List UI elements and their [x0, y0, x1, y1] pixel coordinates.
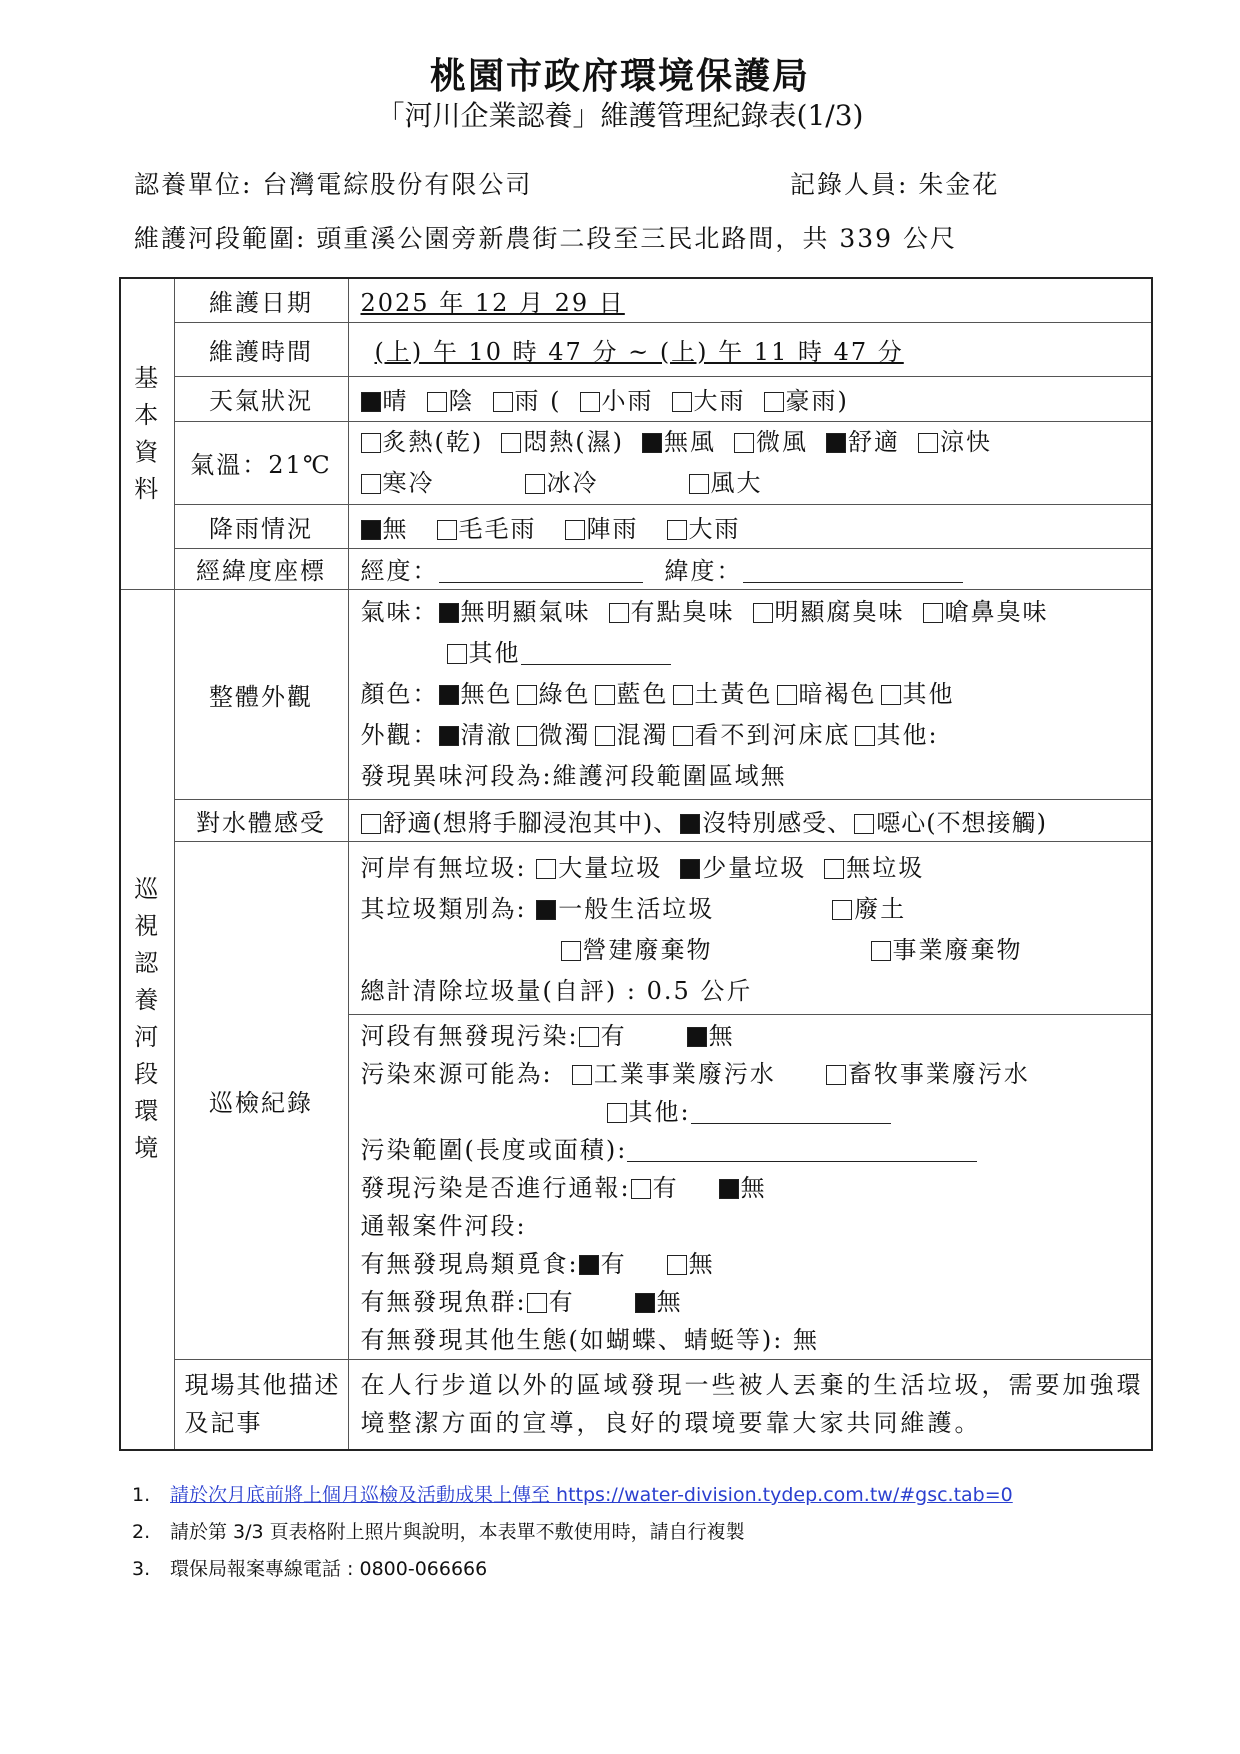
- unchecked-box-icon[interactable]: [824, 859, 844, 879]
- unchecked-box-icon[interactable]: [447, 644, 467, 664]
- checked-box-icon[interactable]: [439, 726, 459, 746]
- option-label: 看不到河床底: [694, 720, 851, 749]
- range-label: 維護河段範圍:: [134, 224, 307, 253]
- trash-type-general: [536, 895, 732, 923]
- option-label: 暗褐色: [798, 679, 877, 708]
- longitude-field[interactable]: [439, 558, 643, 583]
- form-title: 「河川企業認養」維護管理紀錄表(1/3): [376, 99, 864, 132]
- option-5[interactable]: [764, 387, 849, 415]
- unchecked-box-icon[interactable]: [855, 726, 875, 746]
- option-label: 涼快: [939, 427, 992, 456]
- option-3[interactable]: [673, 680, 773, 708]
- recorder: [790, 165, 999, 201]
- odor-other-field[interactable]: [521, 640, 671, 665]
- option-label: 舒適: [847, 427, 900, 456]
- option-1[interactable]: [680, 854, 806, 882]
- option-3[interactable]: [580, 387, 654, 415]
- color-label: 顏色：: [360, 679, 439, 708]
- record-table: [119, 277, 1153, 1451]
- option-4[interactable]: [777, 680, 877, 708]
- river-range: [134, 219, 957, 255]
- pollution-options: [579, 1022, 795, 1050]
- source-other: [607, 1098, 691, 1126]
- option-3[interactable]: [871, 936, 1023, 964]
- temp-options-row2: [361, 463, 1152, 504]
- option-label: 嗆鼻臭味: [944, 597, 1049, 626]
- unchecked-box-icon[interactable]: [764, 392, 784, 412]
- option-1[interactable]: [687, 1022, 735, 1050]
- option-0[interactable]: [527, 1288, 575, 1316]
- trash-total: 總計清除垃圾量(自評) : 0.5 公斤: [360, 976, 753, 1005]
- note-number: 3.: [132, 1558, 151, 1580]
- option-label: 有: [600, 1249, 627, 1278]
- report-label: 發現污染是否進行通報:: [360, 1173, 631, 1202]
- unchecked-box-icon[interactable]: [753, 603, 773, 623]
- option-2[interactable]: [854, 809, 1047, 837]
- source-options: [572, 1060, 1080, 1088]
- note-3: [132, 1554, 1013, 1591]
- temp-options-row1: [361, 422, 1152, 463]
- unchecked-box-icon[interactable]: [607, 1103, 627, 1123]
- option-label: 少量垃圾: [702, 853, 807, 882]
- option-1[interactable]: [517, 721, 591, 749]
- look-options: [439, 721, 943, 749]
- option-label: 風大: [710, 468, 763, 497]
- option-2[interactable]: [595, 721, 669, 749]
- latitude-field[interactable]: [743, 558, 963, 583]
- time-value: (上) 午 10 時 47 分 ~ (上) 午 11 時 47 分: [374, 337, 904, 366]
- agency-title: 桃園市政府環境保護局: [429, 55, 810, 97]
- option-0[interactable]: [361, 809, 679, 837]
- unchecked-box-icon[interactable]: [517, 726, 537, 746]
- option-label: 悶熱(濕): [523, 427, 624, 456]
- unchecked-box-icon[interactable]: [437, 520, 457, 540]
- unchecked-box-icon[interactable]: [361, 433, 381, 453]
- trash-type-business: [871, 936, 1041, 964]
- option-label: 無色: [460, 679, 513, 708]
- option-label: 營建廢棄物: [582, 935, 713, 964]
- option-label: 土黃色: [694, 679, 773, 708]
- note-text: 環保局報案專線電話 : 0800-066666: [170, 1558, 488, 1580]
- unchecked-box-icon[interactable]: [832, 900, 852, 920]
- unchecked-box-icon[interactable]: [631, 1179, 651, 1199]
- option-1[interactable]: [501, 428, 624, 456]
- section-basic: 基本資料: [120, 278, 174, 589]
- odor-options: [439, 598, 1067, 626]
- trash-type-construction: [561, 936, 731, 964]
- option-label: 無: [708, 1021, 735, 1050]
- option-2[interactable]: [565, 515, 639, 543]
- option-label: 一般生活垃圾: [558, 894, 715, 923]
- checked-box-icon[interactable]: [687, 1027, 707, 1047]
- option-label: 無垃圾: [846, 853, 925, 882]
- option-label: 無: [656, 1287, 683, 1316]
- unchecked-box-icon[interactable]: [689, 474, 709, 494]
- option-label: 綠色: [538, 679, 591, 708]
- other-ecology: 有無發現其他生態(如蝴蝶、蜻蜓等): 無: [360, 1325, 819, 1354]
- checked-box-icon[interactable]: [536, 900, 556, 920]
- note-number: 2.: [132, 1521, 151, 1543]
- appearance-label: 整體外觀: [174, 589, 348, 799]
- unchecked-box-icon[interactable]: [609, 603, 629, 623]
- weather-options: [361, 387, 867, 415]
- checked-box-icon[interactable]: [719, 1179, 739, 1199]
- option-0[interactable]: [361, 515, 409, 543]
- option-label: 有: [600, 1021, 627, 1050]
- option-label: 其他:: [876, 720, 939, 749]
- unchecked-box-icon[interactable]: [536, 859, 556, 879]
- option-2[interactable]: [595, 680, 669, 708]
- option-5[interactable]: [881, 680, 955, 708]
- unchecked-box-icon[interactable]: [361, 814, 381, 834]
- source-label: 污染來源可能為:: [360, 1059, 553, 1088]
- option-1[interactable]: [635, 1288, 683, 1316]
- date-value: 2025 年 12 月 29 日: [360, 288, 625, 317]
- report-options: [631, 1174, 807, 1202]
- unchecked-box-icon[interactable]: [517, 685, 537, 705]
- option-label: 噁心(不想接觸): [876, 808, 1047, 837]
- trash-type-soil: [832, 895, 924, 923]
- date-label: 維護日期: [174, 278, 348, 322]
- option-7[interactable]: [525, 469, 599, 497]
- extent-field[interactable]: [627, 1137, 977, 1162]
- fish-options: [527, 1288, 743, 1316]
- trash-options: [536, 854, 942, 882]
- option-label: 寒冷: [382, 468, 435, 497]
- option-label: 清澈: [460, 720, 513, 749]
- option-1[interactable]: [719, 1174, 767, 1202]
- option-0[interactable]: [572, 1060, 776, 1088]
- unchecked-box-icon[interactable]: [923, 603, 943, 623]
- unchecked-box-icon[interactable]: [667, 520, 687, 540]
- trash-label: 河岸有無垃圾:: [360, 853, 527, 882]
- source-other-field[interactable]: [691, 1099, 891, 1124]
- unchecked-box-icon[interactable]: [871, 941, 891, 961]
- option-label: 沒特別感受、: [702, 808, 853, 837]
- unchecked-box-icon[interactable]: [918, 433, 938, 453]
- option-1[interactable]: [427, 387, 475, 415]
- option-2[interactable]: [607, 1098, 691, 1126]
- adopting-unit: [134, 165, 532, 201]
- option-label: 其他:: [628, 1097, 691, 1126]
- rain-label: 降雨情況: [174, 504, 348, 548]
- option-2[interactable]: [642, 428, 716, 456]
- recorder-label: 記錄人員:: [790, 170, 909, 199]
- option-0[interactable]: [361, 428, 484, 456]
- unchecked-box-icon[interactable]: [595, 726, 615, 746]
- option-label: 微濁: [538, 720, 591, 749]
- unchecked-box-icon[interactable]: [672, 392, 692, 412]
- option-0[interactable]: [536, 895, 714, 923]
- option-3[interactable]: [734, 428, 808, 456]
- unchecked-box-icon[interactable]: [826, 1065, 846, 1085]
- checked-box-icon[interactable]: [579, 1255, 599, 1275]
- option-3[interactable]: [673, 721, 851, 749]
- option-3[interactable]: [923, 598, 1049, 626]
- checked-box-icon[interactable]: [361, 392, 381, 412]
- note-1: [132, 1480, 1013, 1517]
- option-0[interactable]: [439, 598, 591, 626]
- option-label: 工業事業廢污水: [593, 1059, 776, 1088]
- unchecked-box-icon[interactable]: [854, 814, 874, 834]
- option-label: 雨 (: [514, 387, 562, 415]
- temperature-label: 氣溫：21℃: [174, 421, 348, 504]
- option-0[interactable]: [361, 387, 409, 415]
- checked-box-icon[interactable]: [642, 433, 662, 453]
- extent-label: 污染範圍(長度或面積):: [360, 1135, 628, 1164]
- option-label: 豪雨): [785, 387, 849, 415]
- note-number: 1.: [132, 1484, 151, 1506]
- option-label: 炙熱(乾): [382, 427, 484, 456]
- checked-box-icon[interactable]: [635, 1293, 655, 1313]
- option-0[interactable]: [579, 1022, 627, 1050]
- unchecked-box-icon[interactable]: [595, 685, 615, 705]
- option-label: 有: [548, 1287, 575, 1316]
- option-0[interactable]: [631, 1174, 679, 1202]
- checked-box-icon[interactable]: [439, 603, 459, 623]
- option-label: 有: [652, 1173, 679, 1202]
- unchecked-box-icon[interactable]: [493, 392, 513, 412]
- unchecked-box-icon[interactable]: [527, 1293, 547, 1313]
- option-0[interactable]: [536, 854, 662, 882]
- unchecked-box-icon[interactable]: [427, 392, 447, 412]
- unchecked-box-icon[interactable]: [673, 685, 693, 705]
- option-2[interactable]: [561, 936, 713, 964]
- option-label: 有點臭味: [630, 597, 735, 626]
- odor-label: 氣味：: [360, 597, 439, 626]
- unchecked-box-icon[interactable]: [734, 433, 754, 453]
- unchecked-box-icon[interactable]: [579, 1027, 599, 1047]
- option-label: 畜牧事業廢污水: [847, 1059, 1030, 1088]
- unchecked-box-icon[interactable]: [561, 941, 581, 961]
- option-label: 明顯腐臭味: [774, 597, 905, 626]
- option-1[interactable]: [832, 895, 906, 923]
- option-2[interactable]: [753, 598, 905, 626]
- report-section: 通報案件河段:: [360, 1211, 527, 1240]
- option-label: 陣雨: [586, 514, 639, 543]
- unit-value: 台灣電綜股份有限公司: [262, 170, 533, 199]
- option-4[interactable]: [826, 428, 900, 456]
- unchecked-box-icon[interactable]: [580, 392, 600, 412]
- checked-box-icon[interactable]: [361, 520, 381, 540]
- birds-label: 有無發現鳥類覓食:: [360, 1249, 579, 1278]
- look-label: 外觀：: [360, 720, 439, 749]
- pollution-label: 河段有無發現污染:: [360, 1021, 579, 1050]
- option-8[interactable]: [689, 469, 763, 497]
- option-label: 微風: [755, 427, 808, 456]
- option-label: 冰冷: [546, 468, 599, 497]
- option-2[interactable]: [493, 387, 562, 415]
- note-2: [132, 1517, 1013, 1554]
- option-label: 毛毛雨: [458, 514, 537, 543]
- option-label: 小雨: [601, 387, 654, 415]
- option-label: 事業廢棄物: [892, 935, 1023, 964]
- option-label: 藍色: [616, 679, 669, 708]
- option-0[interactable]: [579, 1250, 627, 1278]
- checked-box-icon[interactable]: [680, 814, 700, 834]
- option-6[interactable]: [361, 469, 435, 497]
- option-label: 晴: [382, 387, 409, 415]
- option-1[interactable]: [680, 809, 852, 837]
- unchecked-box-icon[interactable]: [673, 726, 693, 746]
- option-3[interactable]: [667, 515, 741, 543]
- remarks-label: 現場其他描述及記事: [174, 1359, 348, 1450]
- option-1[interactable]: [667, 1250, 715, 1278]
- odor-section: 發現異味河段為:維護河段範圍區域無: [360, 761, 787, 790]
- unchecked-box-icon[interactable]: [361, 474, 381, 494]
- color-options: [439, 680, 959, 708]
- option-label: 無明顯氣味: [460, 597, 591, 626]
- latitude-label: 緯度：: [664, 557, 743, 585]
- inspection-label: 巡檢紀錄: [174, 841, 348, 1359]
- recorder-value: 朱金花: [918, 170, 1000, 199]
- longitude-label: 經度：: [360, 557, 439, 585]
- option-label: 其他: [902, 679, 955, 708]
- option-label: 無: [740, 1173, 767, 1202]
- option-label: 無: [382, 514, 409, 543]
- option-label: 廢土: [854, 894, 907, 923]
- option-4[interactable]: [855, 721, 939, 749]
- weather-label: 天氣狀況: [174, 376, 348, 421]
- unit-label: 認養單位:: [134, 170, 253, 199]
- unchecked-box-icon[interactable]: [667, 1255, 687, 1275]
- option-label: 舒適(想將手腳浸泡其中)、: [382, 808, 679, 837]
- feeling-label: 對水體感受: [174, 799, 348, 841]
- unchecked-box-icon[interactable]: [501, 433, 521, 453]
- option-label: 混濁: [616, 720, 669, 749]
- option-1[interactable]: [437, 515, 537, 543]
- unchecked-box-icon[interactable]: [881, 685, 901, 705]
- option-label: 大雨: [688, 514, 741, 543]
- notes-list: [132, 1480, 1013, 1591]
- option-2[interactable]: [824, 854, 924, 882]
- option-0[interactable]: [439, 680, 513, 708]
- option-label: 無風: [663, 427, 716, 456]
- feeling-options: [361, 809, 1049, 837]
- note-text: 請於第 3/3 頁表格附上照片與說明，本表單不敷使用時，請自行複製: [170, 1521, 745, 1543]
- option-1[interactable]: [826, 1060, 1030, 1088]
- option-1[interactable]: [609, 598, 735, 626]
- range-value: 頭重溪公園旁新農街二段至三民北路間，共 339 公尺: [316, 224, 958, 253]
- trash-type-label: 其垃圾類別為:: [360, 894, 527, 923]
- option-4[interactable]: [447, 639, 521, 667]
- remarks-text: 在人行步道以外的區域發現一些被人丟棄的生活垃圾，需要加強環境整潔方面的宣導，良好的環境要靠大家共同維護。: [348, 1359, 1152, 1450]
- coordinates-label: 經緯度座標: [174, 548, 348, 589]
- option-4[interactable]: [672, 387, 746, 415]
- option-5[interactable]: [918, 428, 992, 456]
- upload-link[interactable]: 請於次月底前將上個月巡檢及活動成果上傳至 https://water-division.tydep.com.tw/#gsc.tab=0: [170, 1484, 1013, 1506]
- time-label: 維護時間: [174, 322, 348, 376]
- birds-options: [579, 1250, 755, 1278]
- option-1[interactable]: [517, 680, 591, 708]
- unchecked-box-icon[interactable]: [777, 685, 797, 705]
- unchecked-box-icon[interactable]: [525, 474, 545, 494]
- fish-label: 有無發現魚群:: [360, 1287, 527, 1316]
- unchecked-box-icon[interactable]: [565, 520, 585, 540]
- option-label: 陰: [448, 387, 475, 415]
- rain-options: [361, 515, 769, 543]
- option-label: 無: [688, 1249, 715, 1278]
- section-patrol: 巡視認養河段環境: [120, 589, 174, 1450]
- checked-box-icon[interactable]: [439, 685, 459, 705]
- option-label: 大量垃圾: [558, 853, 663, 882]
- option-label: 其他: [468, 638, 521, 667]
- unchecked-box-icon[interactable]: [572, 1065, 592, 1085]
- checked-box-icon[interactable]: [826, 433, 846, 453]
- option-0[interactable]: [439, 721, 513, 749]
- checked-box-icon[interactable]: [680, 859, 700, 879]
- option-label: 大雨: [693, 387, 746, 415]
